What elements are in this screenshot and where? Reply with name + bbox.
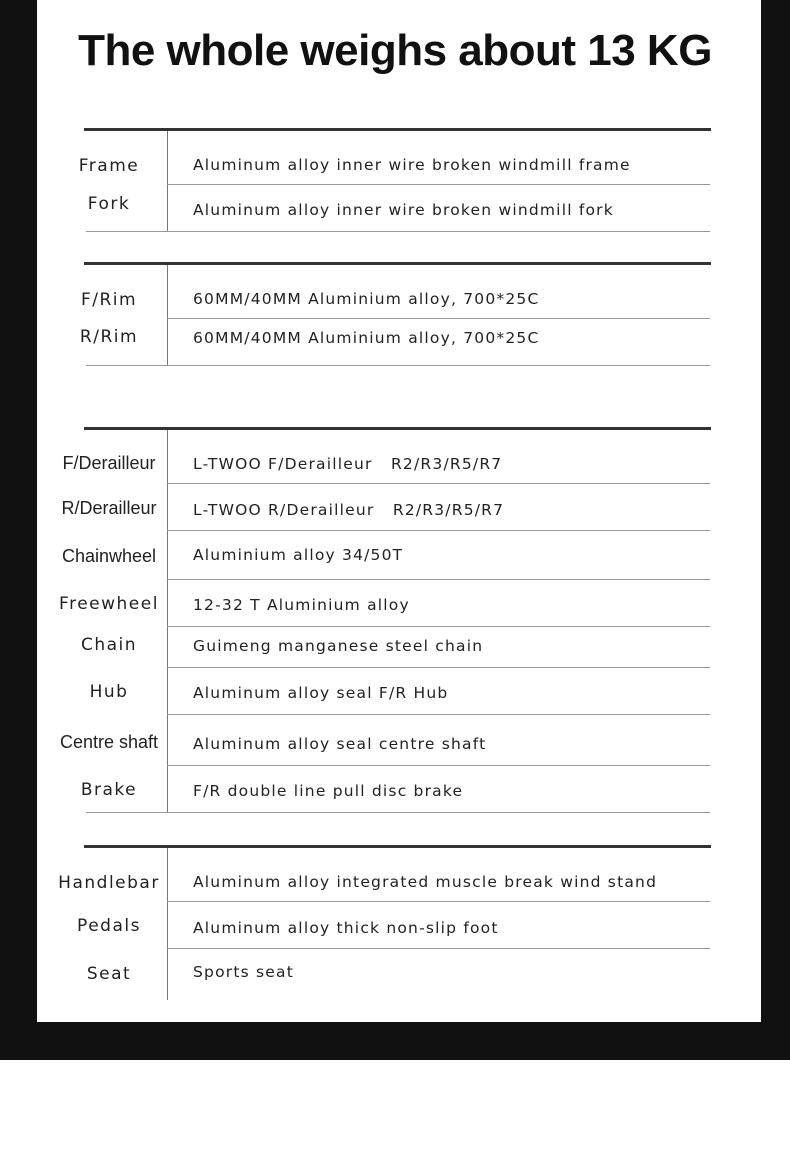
- spec-label: R/Rim: [79, 327, 139, 347]
- column-divider: [167, 430, 168, 813]
- row-divider: [167, 948, 710, 949]
- row-divider: [167, 714, 710, 715]
- group-divider: [84, 128, 711, 131]
- spec-value: Aluminum alloy seal centre shaft: [193, 735, 487, 753]
- spec-label: F/Derailleur: [62, 453, 156, 473]
- spec-value: Aluminum alloy inner wire broken windmill fork: [193, 201, 614, 219]
- spec-label: Brake: [80, 780, 138, 800]
- spec-label: Chainwheel: [61, 546, 157, 566]
- group-divider: [84, 262, 711, 265]
- row-divider: [86, 812, 710, 813]
- spec-value: F/R double line pull disc brake: [193, 782, 464, 800]
- column-divider: [167, 131, 168, 231]
- spec-value: Sports seat: [193, 963, 295, 981]
- spec-value: Aluminum alloy inner wire broken windmill frame: [193, 156, 631, 174]
- page-title: The whole weighs about 13 KG: [78, 26, 712, 75]
- spec-value: 12-32 T Aluminium alloy: [193, 596, 410, 614]
- row-divider: [167, 530, 710, 531]
- row-divider: [167, 626, 710, 627]
- spec-value: Aluminum alloy integrated muscle break wind stand: [193, 873, 658, 891]
- spec-value: 60MM/40MM Aluminium alloy, 700*25C: [193, 329, 540, 347]
- spec-label: Seat: [86, 964, 132, 984]
- row-divider: [167, 901, 710, 902]
- spec-value: L-TWOO R/Derailleur R2/R3/R5/R7: [193, 501, 505, 519]
- spec-value: Aluminum alloy seal F/R Hub: [193, 684, 449, 702]
- spec-label: F/Rim: [80, 290, 138, 310]
- spec-value: 60MM/40MM Aluminium alloy, 700*25C: [193, 290, 540, 308]
- row-divider: [167, 318, 710, 319]
- spec-value: Aluminum alloy thick non-slip foot: [193, 919, 499, 937]
- group-divider: [84, 845, 711, 848]
- spec-value: Guimeng manganese steel chain: [193, 637, 484, 655]
- spec-label: Handlebar: [58, 873, 160, 893]
- spec-label: Frame: [78, 156, 140, 176]
- column-divider: [167, 265, 168, 365]
- spec-label: Chain: [80, 635, 138, 655]
- row-divider: [167, 765, 710, 766]
- row-divider: [167, 667, 710, 668]
- spec-label: Hub: [89, 682, 129, 702]
- spec-value: L-TWOO F/Derailleur R2/R3/R5/R7: [193, 455, 503, 473]
- row-divider: [167, 579, 710, 580]
- spec-label: R/Derailleur: [61, 498, 157, 518]
- spec-value: Aluminium alloy 34/50T: [193, 546, 404, 564]
- row-divider: [167, 184, 710, 185]
- row-divider: [167, 483, 710, 484]
- spec-label: Fork: [87, 194, 131, 214]
- spec-label: Centre shaft: [59, 732, 159, 752]
- row-divider: [86, 365, 710, 366]
- group-divider: [84, 427, 711, 430]
- spec-label: Freewheel: [59, 594, 159, 614]
- spec-label: Pedals: [77, 916, 141, 936]
- row-divider: [86, 231, 710, 232]
